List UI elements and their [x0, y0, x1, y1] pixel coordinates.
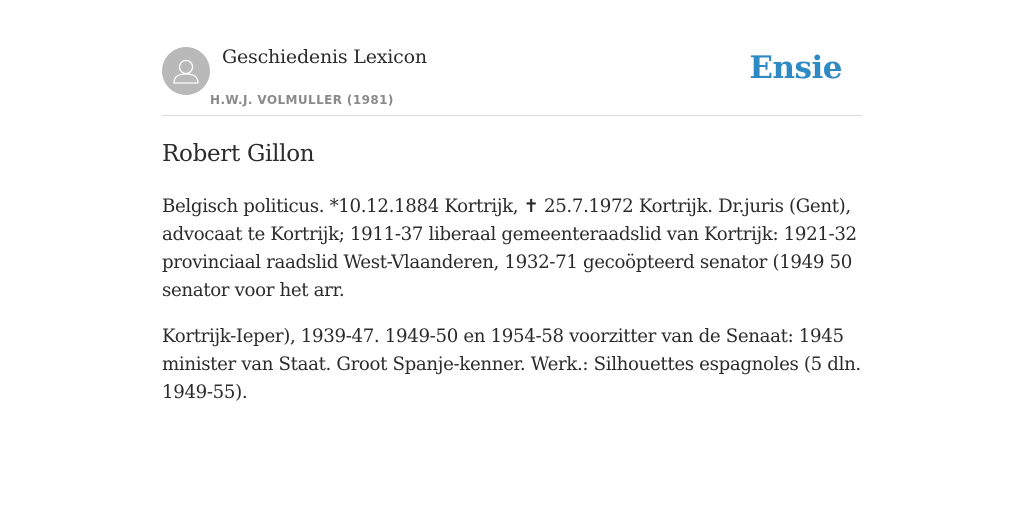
entry-title: Robert Gillon — [162, 141, 315, 167]
author-credit[interactable]: H.W.J. VOLMULLER (1981) — [210, 93, 394, 107]
book-title[interactable]: Geschiedenis Lexicon — [222, 46, 427, 68]
user-avatar-icon[interactable] — [162, 47, 210, 95]
entry-card — [162, 0, 862, 403]
entry-paragraph: Belgisch politicus. *10.12.1884 Kortrijk, ✝ 25.7.1972 Kortrijk. Dr.juris (Gent), advocaat te Kortrijk; 1911-37 liberaal gemeenteraadslid van Kortrijk: 1921-32 provinciaal raadslid West-Vlaanderen, 1932-71 gecoöpteerd senator (1949 50 senator voor het arr. — [162, 196, 857, 301]
entry-body — [162, 193, 862, 425]
entry-paragraph: Kortrijk-Ieper), 1939-47. 1949-50 en 1954-58 voorzitter van de Senaat: 1945 minister van Staat. Groot Spanje-kenner. Werk.: Silhouettes espagnoles (5 dln. 1949-55). — [162, 326, 861, 403]
brand-logo[interactable]: Ensie — [749, 50, 842, 86]
user-silhouette-icon — [162, 47, 210, 95]
entry-header — [162, 0, 862, 116]
